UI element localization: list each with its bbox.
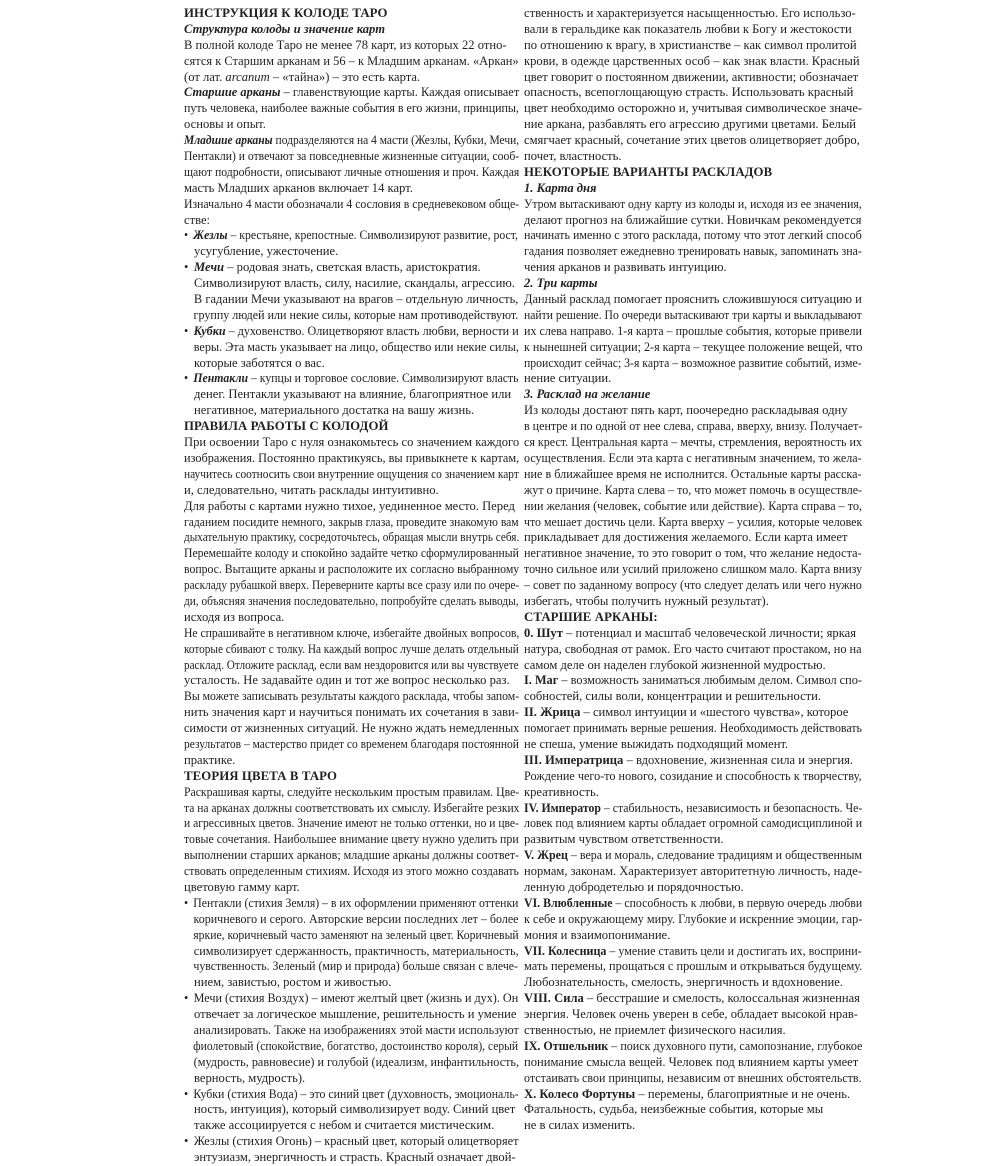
paragraph-line: что мешает достичь цели. Карта вверху – усилия, которые человек: [524, 514, 863, 529]
arcana-entry: I. Маг – возможность заниматься любимым делом. Символ спо-: [524, 673, 862, 688]
paragraph-line: смягчает красный, сочетание этих цветов олицетворяет добро,: [524, 133, 860, 148]
list-item: • Кубки (стихия Вода) – это синий цвет (духовность, эмоциональ-: [184, 1087, 500, 1103]
paragraph-line: Перемешайте колоду и спокойно задайте четко сформулированный: [184, 546, 519, 561]
paragraph-line: основы и опыт.: [184, 117, 266, 132]
list-item: • Жезлы (стихия Огонь) – красный цвет, который олицетворяет: [184, 1134, 513, 1150]
subheading: 2. Три карты: [524, 276, 598, 291]
list-item-line: энтузиазм, энергичность и страсть. Красный означает двой-: [194, 1150, 516, 1165]
paragraph-line: вали в геральдике как показатель любви к Богу и жестокости: [524, 21, 852, 36]
paragraph-line: к себе и окружающему миру. Глубокие и искренние эмоции, гар-: [524, 911, 863, 926]
paragraph-line: к нынешней ситуации; 2-я карта – текущее положение вещей, что: [524, 339, 863, 354]
paragraph-line: цветовую гамму карт.: [184, 879, 300, 894]
paragraph-line: товые сочетания. Наибольшее внимание цвету нужно уделить при: [184, 832, 519, 847]
paragraph-line: та на арканах должны соответствовать их смыслу. Избегайте резких: [184, 800, 520, 815]
paragraph-line: в центре и по одной от нее слева, справа, вверху, внизу. Получает-: [524, 419, 863, 434]
paragraph-line: по отношению к врагу, в христианстве – как символ пролитой: [524, 37, 857, 52]
list-item-line: чувственность. Зеленый (мир и природа) больше связан с влече-: [193, 959, 518, 974]
paragraph-line: энергия. Человек очень уверен в себе, обладает высокой нрав-: [524, 1007, 858, 1022]
paragraph-line: практике.: [184, 752, 236, 767]
paragraph-line: Для работы с картами нужно тихое, уединенное место. Перед: [184, 498, 515, 513]
paragraph-line: развитым чувством ответственности.: [524, 832, 724, 847]
section-title: СТАРШИЕ АРКАНЫ:: [524, 609, 658, 624]
paragraph-line: самом деле он наделен глубокой жизненной мудростью.: [524, 657, 826, 672]
paragraph-line: натура, свободная от рамок. Его часто считают простаком, но на: [524, 641, 862, 656]
paragraph-line: – совет по заданному вопросу (что следует делать или чего нужно: [524, 578, 862, 593]
subheading: 1. Карта дня: [524, 180, 597, 195]
paragraph-line: Старшие арканы – главенствующие карты. Каждая описывает: [184, 85, 520, 100]
list-item-line: денег. Пентакли указывают на влияние, благоприятное или: [194, 387, 512, 402]
arcana-entry: III. Императрица – вдохновение, жизненная сила и энергия.: [524, 752, 854, 767]
list-item: • Жезлы – крестьяне, крепостные. Символизируют развитие, рост,: [184, 228, 496, 244]
subheading-structure: Структура колоды и значение карт: [184, 21, 385, 36]
paragraph-line: Фатальность, судьба, неизбежные события, которые мы: [524, 1102, 824, 1117]
paragraph-line: нить значения карт и научиться понимать их сочетания в зави-: [184, 705, 519, 720]
paragraph-line: путь человека, наиболее важные события в его жизни, принципы,: [184, 101, 519, 116]
paragraph-line: выполнении старших арканов; младшие арканы должны соответ-: [184, 848, 520, 863]
paragraph-line: точно сильное или усилий приложено слишком мало. Карта внизу: [524, 562, 863, 577]
list-item: • Пентакли (стихия Земля) – в их оформлении применяют оттенки: [184, 896, 496, 912]
subheading: 3. Расклад на желание: [524, 387, 651, 402]
paragraph-line: ственность и характеризуется насыщенностью. Его использо-: [524, 6, 856, 20]
paragraph-line: Данный расклад помогает прояснить сложившуюся ситуацию и: [524, 292, 862, 307]
paragraph-line: щают подробности, описывают личные отношения и проч. Каждая: [184, 164, 520, 179]
arcana-entry: V. Жрец – вера и мораль, следование традициям и общественным: [524, 848, 862, 863]
paragraph-line: Изначально 4 масти обозначали 4 сословия в средневековом обще-: [184, 196, 520, 211]
paragraph-line: собностей, силы воли, концентрации и решительности.: [524, 689, 822, 704]
list-item-line: негативное, материального достатка на вашу жизнь.: [194, 403, 475, 418]
paragraph-line: Из колоды достают пять карт, поочередно раскладывая одну: [524, 403, 848, 418]
paragraph-line: прикладывает для достижения желаемого. Если карта имеет: [524, 530, 848, 545]
paragraph-line: дыхательную практику, сосредоточьтесь, обращая мысли внутрь себя.: [184, 530, 520, 545]
paragraph-line: найти решение. По очереди вытаскивают три карты и выкладывают: [524, 307, 862, 322]
paragraph-line: делают прогноз на ближайшие сутки. Новичкам рекомендуется: [524, 212, 862, 227]
paragraph-line: Рождение чего-то нового, созидание и способность к творчеству,: [524, 768, 862, 783]
list-item-line: веры. Эта масть указывает на лицо, общество или некие силы,: [193, 339, 519, 354]
paragraph-line: крови, в одежде царственных особ – как знак власти. Красный: [524, 53, 860, 68]
paragraph-line: симости от жизненных ситуаций. Не нужно ждать немедленных: [184, 721, 520, 736]
arcana-entry: VI. Влюбленные – способность к любви, в первую очередь любви: [524, 895, 863, 910]
list-item-line: которые заботятся о вас.: [194, 355, 325, 370]
paragraph-line: не спеша, умение выжидать подходящий момент.: [524, 736, 789, 751]
paragraph-line: результатов – мастерство придет со временем благодаря постоянной: [184, 736, 519, 751]
paragraph-line: отстаивать свои принципы, независим от внешних обстоятельств.: [524, 1070, 862, 1085]
paragraph-line: опасность, всепоглощающую страсть. Использовать красный: [524, 85, 854, 100]
list-item-line: ность, интуиция), который символизирует воду. Синий цвет: [194, 1102, 516, 1117]
arcana-entry: 0. Шут – потенциал и масштаб человеческой личности; яркая: [524, 625, 857, 640]
paragraph-line: и, следовательно, читать расклады интуитивно.: [184, 482, 439, 497]
left-column: [184, 6, 519, 1166]
paragraph-line: гадания позволяет ежедневно тренировать навык, запоминать зна-: [524, 244, 862, 259]
paragraph-line: не в силах изменить.: [524, 1118, 636, 1133]
list-item-line: (мудрость, равновесие) и голубой (идеализм, инфантильность,: [193, 1054, 520, 1069]
paragraph-line: гаданием посидите немного, закрыв глаза, проведите знакомую вам: [184, 514, 519, 529]
paragraph-line: нии желания (человек, событие или действие). Карта справа – то,: [524, 498, 862, 513]
paragraph-line: понимание смысла вещей. Человек под влиянием карты умеет: [524, 1054, 859, 1069]
list-item-line: отвечает за логическое мышление, решительность и умение: [194, 1007, 517, 1022]
list-item-line: анализировать. Также на изображениях этой масти используют: [193, 1023, 519, 1037]
paragraph-line: мать перемены, прощаться с прошлым и открываться будущему.: [524, 959, 863, 974]
arcana-entry: IV. Император – стабильность, независимость и безопасность. Че-: [524, 800, 863, 815]
list-item: • Пентакли – купцы и торговое сословие. Символизируют власть: [184, 371, 497, 387]
paragraph-line: ние в ближайшее время не исполнится. Остальные карты расска-: [524, 466, 862, 481]
paragraph-line: осуществления. Если эта карта с негативным значением, то жела-: [524, 450, 862, 465]
paragraph-line: Не спрашивайте в негативном ключе, избегайте двойных вопросов,: [184, 625, 520, 640]
section-title: НЕКОТОРЫЕ ВАРИАНТЫ РАСКЛАДОВ: [524, 164, 773, 179]
list-item-line: Символизируют власть, силу, насилие, скандалы, агрессию.: [194, 276, 515, 291]
paragraph-line: исходя из вопроса.: [184, 609, 285, 624]
list-item-line: фиолетовый (спокойствие, богатство, достоинство короля), серый: [193, 1038, 519, 1053]
paragraph-line: ловек под влиянием карты обладает огромной самодисциплиной и: [524, 816, 863, 831]
paragraph-line: В полной колоде Таро не менее 78 карт, из которых 22 отно-: [184, 37, 507, 52]
paragraph-line: негативное значение, то это говорит о том, что желание недоста-: [524, 546, 862, 561]
list-item-line: группу людей или некие силы, которые нам противодействуют.: [193, 307, 519, 322]
paragraph-line: ди, объясняя значения последовательно, попробуйте сделать выводы,: [184, 593, 519, 608]
paragraph-line: сятся к Старшим арканам и 56 – к Младшим арканам. «Аркан»: [184, 53, 519, 68]
arcana-entry: VIII. Сила – бесстрашие и смелость, колоссальная жизненная: [524, 991, 860, 1006]
paragraph-line: ствовать определенным стихиям. Исходя из этого можно создавать: [184, 864, 519, 879]
main-title: ИНСТРУКЦИЯ К КОЛОДЕ ТАРО: [184, 6, 388, 20]
paragraph-line: раскладу рубашкой вверх. Переверните карты все сразу или по очере-: [184, 578, 520, 593]
list-item-line: В гадании Мечи указывают на врагов – отдельную личность,: [193, 292, 519, 307]
paragraph-line: почет, властность.: [524, 149, 622, 164]
arcana-entry: VII. Колесница – умение ставить цели и достигать их, восприни-: [524, 943, 862, 958]
paragraph-line: изображения. Постоянно практикуясь, вы привыкнете к картам,: [184, 450, 520, 465]
paragraph-line: нение ситуации.: [524, 371, 612, 386]
paragraph-line: их слева направо. 1-я карта – прошлые события, которые привели: [524, 323, 862, 338]
paragraph-line: научитесь соотносить свои внутренние ощущения со значением карт: [184, 466, 519, 481]
paragraph-line: избегать, чтобы получить нужный результат).: [524, 593, 769, 608]
paragraph-line: и агрессивных цветов. Значение имеют не только оттенки, но и цве-: [184, 816, 519, 831]
list-item: • Мечи (стихия Воздух) – имеют желтый цвет (жизнь и дух). Он: [184, 991, 507, 1007]
list-item: • Кубки – духовенство. Олицетворяют власть любви, верности и: [184, 324, 506, 340]
paragraph-line: ленную добродетелью и порядочностью.: [524, 879, 744, 894]
paragraph-line: цвет говорит о постоянном движении, активности; обозначает: [524, 69, 859, 84]
list-item-line: усугубление, ужесточение.: [194, 244, 339, 259]
paragraph-line: Вы можете записывать результаты каждого расклада, чтобы запом-: [184, 689, 520, 704]
paragraph-line: чения арканов и развивать интуицию.: [524, 260, 727, 275]
list-item: • Мечи – родовая знать, светская власть, аристократия.: [184, 260, 519, 276]
paragraph-line: ние аркана, разбавлять его агрессию другими цветами. Белый: [524, 117, 857, 132]
paragraph-line: происходит сейчас; 3-я карта – возможное развитие событий, изме-: [524, 355, 862, 370]
paragraph-line: Утром вытаскивают одну карту из колоды и, исходя из ее значения,: [524, 196, 862, 211]
paragraph-line: начинать именно с этого расклада, потому что этот легкий способ: [524, 228, 862, 243]
list-item-line: также ассоциируется с небом и считается мистическим.: [194, 1118, 495, 1133]
paragraph-line: Пентакли) и отвечают за повседневные жизненные ситуации, сооб-: [184, 149, 520, 164]
paragraph-line: Любознательность, смелость, энергичность и вдохновение.: [524, 975, 843, 990]
paragraph-line: помогает принимать верные решения. Необходимость действовать: [524, 721, 862, 736]
paragraph-line: При освоении Таро с нуля ознакомьтесь со значением каждого: [184, 435, 520, 450]
paragraph-line: нормам, законам. Характеризует авторитетную личность, наде-: [524, 864, 862, 879]
paragraph-line: усталость. Не задавайте один и тот же вопрос несколько раз.: [184, 673, 510, 688]
arcana-entry: II. Жрица – символ интуиции и «шестого чувства», которое: [524, 705, 849, 720]
paragraph-line: креативность.: [524, 784, 599, 799]
right-column: [524, 6, 862, 1134]
paragraph-line: Младшие арканы подразделяются на 4 масти (Жезлы, Кубки, Мечи,: [184, 133, 520, 148]
paragraph-line: стве:: [184, 212, 211, 227]
list-item-line: нием, завистью, ростом и живостью.: [194, 975, 392, 990]
list-item-line: яркие, коричневый часто заменяют на зеленый цвет. Коричневый: [193, 927, 519, 942]
paragraph-line: жут о причине. Карта слева – то, что может помочь в осуществле-: [524, 482, 863, 497]
list-item-line: верность, мудрость).: [194, 1070, 306, 1085]
list-item-line: символизирует сдержанность, практичность, материальность,: [193, 943, 519, 958]
paragraph-line: вопрос. Вытащите арканы и расположите их согласно выбранному: [184, 562, 520, 577]
arcana-entry: X. Колесо Фортуны – перемены, благоприятные и не очень.: [524, 1086, 851, 1101]
arcana-entry: IX. Отшельник – поиск духовного пути, самопознание, глубокое: [524, 1038, 863, 1053]
paragraph-line: расклад. Отложите расклад, если вам нездоровится или вы чувствуете: [184, 657, 519, 672]
paragraph-line: мония и взаимопонимание.: [524, 927, 671, 942]
paragraph-line: Раскрашивая карты, следуйте нескольким простым правилам. Цве-: [184, 784, 520, 799]
paragraph-line: цвет необходимо осторожно и, учитывая символическое значе-: [524, 101, 863, 116]
paragraph-line: ственностью, не приемлет физического насилия.: [524, 1023, 786, 1037]
paragraph-line: ся крест. Центральная карта – мечты, стремления, вероятность их: [524, 435, 863, 450]
list-item-line: коричневого и серого. Авторские версии последних лет – более: [193, 911, 519, 926]
section-title: ТЕОРИЯ ЦВЕТА В ТАРО: [184, 768, 338, 783]
section-title: ПРАВИЛА РАБОТЫ С КОЛОДОЙ: [184, 419, 389, 434]
paragraph-line: которые сбивают с толку. На каждый вопрос лучше делать отдельный: [184, 641, 519, 656]
paragraph-line: масть Младших арканов включает 14 карт.: [184, 180, 413, 195]
paragraph-line: (от лат. arcanum – «тайна») – это есть карта.: [184, 69, 421, 84]
